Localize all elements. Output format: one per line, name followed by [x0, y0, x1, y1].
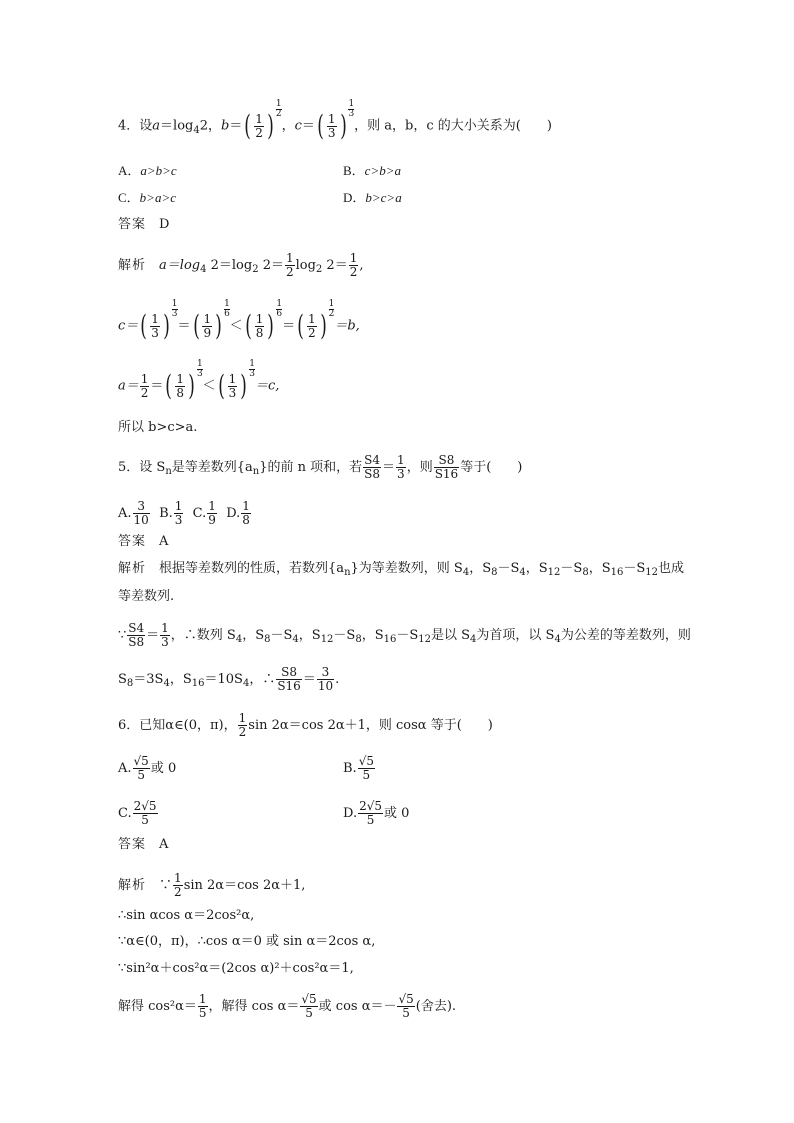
fraction — [198, 993, 208, 1020]
text: ∵ — [159, 878, 173, 893]
den: 3 — [348, 108, 355, 119]
text: ，S — [525, 561, 548, 576]
subscript: 12 — [645, 567, 658, 578]
num: 1 — [203, 311, 212, 326]
option-label: D． — [343, 190, 366, 205]
text: sin 2α＝cos 2α＋1, — [183, 878, 306, 893]
exponent — [197, 360, 203, 379]
option-text: b>a>c — [139, 190, 176, 205]
den: 3 — [174, 513, 183, 527]
num: 1 — [308, 311, 316, 326]
fraction — [358, 755, 375, 782]
num: 1 — [161, 621, 169, 635]
left-paren: ( — [245, 309, 252, 342]
num: 1 — [255, 311, 264, 326]
num: 1 — [275, 98, 282, 109]
option-label: A. — [118, 506, 132, 521]
num: 1 — [328, 298, 335, 309]
right-paren: ) — [267, 309, 275, 342]
answer-label: 答案 — [118, 217, 147, 232]
subscript: 8 — [582, 567, 589, 578]
right-paren: ) — [319, 309, 327, 342]
fraction — [317, 666, 334, 693]
power — [191, 298, 230, 342]
den: 3 — [161, 635, 169, 649]
num: 1 — [171, 298, 178, 309]
fraction: $\frac{1}{8}$ — [176, 371, 184, 400]
den: 3 — [171, 308, 178, 319]
right-paren: ) — [267, 109, 274, 142]
q4-answer — [118, 216, 169, 234]
exponent — [276, 100, 282, 119]
expr: ＜ — [229, 318, 243, 334]
fraction — [207, 500, 217, 527]
num: 3 — [133, 500, 150, 514]
option-text: c>b>a — [364, 163, 401, 178]
den: 5 — [141, 813, 149, 827]
third-power — [315, 98, 355, 142]
subscript: 4 — [462, 567, 470, 578]
text: －S — [497, 561, 520, 576]
fraction — [307, 313, 317, 340]
subscript: n — [344, 567, 351, 578]
q5-stem: 5．设 $S_n$是等差数列$\{a_n\}$的前 n 项和，若 $\frac{S4}{S8}$ ＝ $\frac{1}{3}$ ，则 $\frac{S8}{S16}$ 等于( ) — [118, 453, 523, 481]
text: ，∴数列 S — [170, 628, 236, 643]
right-paren: ) — [163, 309, 170, 342]
expr: , — [359, 258, 364, 273]
subscript: n — [252, 466, 260, 477]
left-paren: ( — [192, 309, 200, 342]
exponent: $\frac{1}{6}$ — [224, 298, 230, 319]
num: 1 — [228, 371, 237, 386]
text: ∵α∈(0，π)，∴cos α＝0 或 sin α＝2cos α, — [118, 934, 376, 949]
answer-label: 答案 — [118, 534, 147, 549]
num: 1 — [276, 298, 283, 309]
fraction — [276, 666, 302, 693]
option-label: B. — [159, 506, 173, 521]
num: 1 — [151, 311, 159, 326]
expr: 2＝ — [322, 258, 348, 273]
den: 2 — [308, 325, 316, 340]
den: 5 — [402, 1006, 410, 1020]
expr: ＜ — [202, 378, 216, 394]
text: ∵ — [118, 628, 127, 643]
option-label: B. — [343, 761, 357, 776]
expr: ＝ — [282, 318, 296, 334]
text: 所以 b>c>a. — [118, 420, 198, 435]
text: ，S — [298, 628, 321, 643]
text: ，则 — [406, 460, 433, 475]
den: 2 — [285, 265, 294, 279]
exponent — [329, 300, 335, 319]
subscript: 4 — [519, 567, 526, 578]
q5-analysis-line1 — [118, 560, 684, 579]
den: 2 — [174, 885, 182, 899]
text: －S — [333, 628, 356, 643]
expr: a＝ — [118, 378, 139, 394]
exponent — [172, 300, 178, 319]
fraction: $\frac{1}{8}$ — [255, 311, 264, 340]
option-label: D. — [226, 506, 241, 521]
expr: ＝ — [177, 318, 191, 334]
q4-option-c[interactable] — [118, 189, 176, 207]
expr: 2＝log — [206, 258, 253, 273]
option-label: A． — [118, 163, 141, 178]
option-label: A. — [118, 761, 132, 776]
half-power — [242, 98, 282, 142]
q5-analysis-line3: ∵ $\frac{S4}{S8}$ ＝ $\frac{1}{3}$ ，∴数列 $S_4$，$S_8-S_4$，$S_{12}-S_8$，$S_{16}-S_{12}$是以 $S_4$为首项，以 $S_4$为公差的等差数列，则 — [118, 621, 691, 649]
answer-value: A — [159, 837, 169, 852]
option-label: B． — [343, 163, 365, 178]
analysis-label: 解析 — [118, 561, 147, 576]
q5-options — [118, 500, 252, 527]
den: 2 — [328, 308, 335, 319]
right-paren: ) — [215, 309, 222, 342]
q4-number: 4．设 — [118, 118, 153, 134]
num: 1 — [348, 98, 355, 109]
answer-label: 答案 — [118, 837, 147, 852]
text: 是以 S — [430, 628, 471, 643]
fraction — [349, 252, 359, 279]
den: 3 — [249, 368, 255, 379]
option-label: C． — [118, 190, 140, 205]
fraction — [133, 755, 150, 782]
q5-answer — [118, 533, 168, 551]
fraction — [241, 500, 251, 527]
power — [163, 358, 203, 402]
den: 2 — [255, 125, 263, 140]
num: √5 — [398, 992, 414, 1006]
q6-option-c[interactable] — [118, 800, 159, 827]
text: 解得 cos²α＝ — [118, 999, 197, 1014]
text: }的前 n 项和，若 — [259, 460, 363, 475]
q6-analysis-line3 — [118, 933, 375, 951]
expr: ＝c, — [254, 378, 280, 394]
num: S8 — [276, 666, 302, 680]
analysis-label: 解析 — [118, 878, 147, 893]
expr: ＝ — [150, 378, 164, 394]
right-paren: ) — [240, 369, 248, 402]
q6-number: 6．已知α∈(0，π)， — [118, 718, 237, 733]
den: 8 — [242, 513, 250, 527]
subscript: 4 — [235, 634, 243, 645]
text: ，S — [469, 561, 492, 576]
num: 2√5 — [133, 799, 157, 813]
text: 等差数列. — [118, 589, 175, 604]
q6-option-d[interactable] — [343, 800, 409, 827]
q4-option-b[interactable] — [343, 162, 401, 180]
num: S4 — [128, 621, 145, 635]
text: －S — [560, 561, 583, 576]
text: 为公差的等差数列，则 — [560, 628, 691, 643]
num: 2√5 — [359, 799, 383, 813]
fraction — [238, 712, 248, 739]
fraction — [127, 622, 145, 649]
den: 3 — [327, 125, 336, 140]
text: ，S — [169, 672, 192, 687]
subscript: 4 — [292, 634, 299, 645]
den: 10 — [133, 513, 149, 527]
subscript: 8 — [264, 634, 271, 645]
text: 是等差数列{a — [171, 460, 253, 475]
den: 5 — [366, 813, 375, 827]
num: 1 — [285, 251, 294, 265]
option-tail: 或 0 — [150, 761, 177, 776]
text: ，S — [588, 561, 611, 576]
text: －S — [396, 628, 419, 643]
fraction — [228, 373, 238, 400]
q4-analysis-line1 — [118, 252, 363, 279]
text: ，解得 cos α＝ — [208, 999, 300, 1014]
text: ∵sin²α＋cos²α＝(2cos α)²＋cos²α＝1, — [118, 961, 354, 976]
text: . — [335, 672, 340, 687]
fraction — [174, 500, 184, 527]
q6-stem — [118, 712, 493, 739]
text: 2， — [199, 118, 222, 134]
den: 3 — [151, 325, 159, 340]
option-label: C. — [192, 506, 207, 521]
fraction — [160, 622, 170, 649]
q6-option-b[interactable] — [343, 755, 376, 782]
answer-value: D — [159, 217, 170, 232]
fraction — [434, 454, 460, 481]
option-label: D. — [343, 806, 358, 821]
q6-analysis-line2 — [118, 907, 254, 925]
num: 1 — [174, 871, 182, 885]
subscript: 4 — [163, 678, 170, 689]
text: 或 cos α＝－ — [318, 999, 397, 1014]
q5-option-c[interactable] — [192, 499, 218, 527]
subscript: 12 — [418, 634, 431, 645]
expr: ＝b, — [334, 318, 360, 334]
subscript: 4 — [193, 124, 200, 136]
left-paren: ( — [244, 109, 252, 142]
text: ，∴ — [249, 672, 276, 687]
num: 1 — [224, 298, 230, 309]
q4-conclusion — [118, 419, 197, 437]
num: 1 — [174, 499, 183, 513]
text: ＝10S — [204, 672, 243, 687]
num: √5 — [358, 754, 374, 768]
fraction — [285, 252, 295, 279]
num: √5 — [133, 754, 149, 768]
den: 5 — [198, 1006, 207, 1020]
q4-option-d[interactable] — [343, 189, 402, 207]
right-paren: ) — [339, 109, 347, 142]
expr: 2＝ — [258, 258, 284, 273]
q6-analysis-line5 — [118, 993, 456, 1020]
q5-option-a[interactable] — [118, 499, 151, 527]
text: 也成 — [657, 561, 684, 576]
subscript: 4 — [200, 264, 207, 275]
den: 3 — [228, 385, 237, 400]
den: 5 — [137, 768, 145, 782]
text: sin 2α＝cos 2α＋1，则 cosα 等于( ) — [248, 718, 493, 733]
q5-analysis-line2 — [118, 588, 174, 606]
den: 10 — [317, 679, 334, 693]
subscript: 8 — [491, 567, 498, 578]
text: －S — [270, 628, 293, 643]
text: ＝ — [229, 118, 243, 134]
text: －S — [623, 561, 646, 576]
q6-option-a[interactable] — [118, 755, 176, 782]
num: S8 — [434, 454, 460, 468]
q4-analysis-line2 — [118, 298, 360, 342]
right-paren: ) — [188, 369, 195, 402]
fraction — [140, 373, 150, 400]
subscript: 16 — [610, 567, 624, 578]
left-paren: ( — [317, 109, 324, 142]
text: ，则 a，b，c 的大小关系为( ) — [354, 118, 552, 134]
subscript: 4 — [242, 678, 250, 689]
subscript: 4 — [470, 634, 477, 645]
fraction — [300, 993, 317, 1020]
left-paren: ( — [217, 369, 225, 402]
analysis-label: 解析 — [118, 258, 147, 273]
subscript: n — [165, 466, 172, 477]
text: ＝3S — [133, 672, 164, 687]
option-label: C. — [118, 806, 132, 821]
q5-analysis-line4: $S_8=3S_4$，$S_{16}=10S_4$，∴ $\frac{S8}{S16}$ ＝ $\frac{3}{10}$ . — [118, 665, 340, 693]
subscript: 12 — [547, 567, 561, 578]
subscript: 8 — [126, 678, 134, 689]
power — [295, 298, 335, 342]
num: 1 — [242, 499, 250, 513]
q6-analysis-line4 — [118, 960, 354, 978]
exponent — [348, 100, 354, 119]
power — [216, 358, 255, 402]
den: 2 — [349, 265, 358, 279]
num: 1 — [140, 371, 149, 386]
num: 1 — [176, 371, 184, 386]
subscript: 4 — [554, 634, 561, 645]
num: 3 — [317, 666, 334, 680]
var-a: a — [152, 118, 161, 134]
left-paren: ( — [165, 369, 173, 402]
text: (舍去). — [415, 999, 457, 1014]
q5-number: 5．设 S — [118, 460, 166, 475]
den: 5 — [362, 768, 371, 782]
subscript: 2 — [315, 264, 323, 275]
q4-analysis-line3 — [118, 358, 280, 402]
text: 根据等差数列的性质，若数列{a — [159, 561, 345, 576]
fraction — [173, 872, 183, 899]
q6-analysis-line1 — [118, 872, 305, 899]
den: 2 — [275, 108, 282, 119]
text: ，S — [361, 628, 384, 643]
text: ，S — [242, 628, 265, 643]
den: 5 — [305, 1006, 313, 1020]
left-paren: ( — [297, 309, 304, 342]
text: ∴sin αcos α＝2cos²α, — [118, 908, 255, 923]
option-text: b>c>a — [365, 190, 402, 205]
q4-stem: 4．设$a=\log_42$，b＝( $\frac{1}{2}$ ) $\frac{1}{2}$ ，c＝( $\frac{1}{3}$ ) $\frac{1}{3}$ ，则 a，b，c 的大小关系为( ) — [118, 98, 552, 142]
option-tail: 或 0 — [384, 806, 410, 821]
var-c: c — [294, 118, 302, 134]
subscript: 8 — [355, 634, 362, 645]
fraction: $\frac{1}{9}$ — [203, 311, 212, 340]
fraction — [358, 800, 383, 827]
text: }为等差数列，则 S — [350, 561, 463, 576]
subscript: 16 — [191, 678, 205, 689]
den: 9 — [208, 513, 216, 527]
q4-option-a[interactable] — [118, 162, 177, 180]
num: 1 — [349, 251, 358, 265]
text: ＝log — [160, 118, 194, 134]
fraction — [327, 113, 337, 140]
den: S8 — [128, 635, 145, 649]
exponent: $\frac{1}{6}$ — [276, 298, 283, 319]
fraction — [254, 113, 264, 140]
fraction — [396, 454, 406, 481]
fraction — [133, 800, 158, 827]
den: S8 — [364, 467, 381, 481]
q6-answer — [118, 836, 168, 854]
num: 1 — [327, 111, 336, 126]
num: 1 — [397, 453, 405, 467]
fraction — [133, 500, 150, 527]
subscript: 16 — [383, 634, 397, 645]
num: 1 — [198, 992, 207, 1006]
num: 1 — [238, 711, 247, 725]
fraction — [150, 313, 160, 340]
expr: log — [295, 258, 316, 273]
text: 为首项，以 S — [476, 628, 555, 643]
den: 2 — [140, 385, 149, 400]
text: S — [118, 672, 127, 687]
den: 2 — [238, 725, 247, 739]
expr: a＝log — [159, 258, 201, 273]
num: 1 — [255, 111, 263, 126]
num: 1 — [249, 358, 255, 369]
var-b: b — [221, 118, 230, 134]
q5-option-b[interactable] — [159, 499, 184, 527]
q5-option-d[interactable] — [226, 499, 252, 527]
text: 等于( ) — [460, 460, 523, 475]
den: S16 — [434, 467, 459, 481]
subscript: 2 — [252, 264, 259, 275]
exponent — [249, 360, 255, 379]
num: 1 — [208, 499, 216, 513]
num: 1 — [196, 358, 203, 369]
den: S16 — [277, 679, 301, 693]
den: 3 — [397, 467, 405, 481]
den: 3 — [196, 368, 203, 379]
option-text: a>b>c — [140, 163, 177, 178]
expr: c＝ — [118, 318, 139, 334]
text: ＝ — [301, 118, 315, 134]
answer-value: A — [159, 534, 169, 549]
power — [243, 298, 283, 342]
power — [138, 298, 178, 342]
fraction — [363, 454, 381, 481]
subscript: 12 — [320, 634, 334, 645]
fraction — [397, 993, 414, 1020]
left-paren: ( — [140, 309, 148, 342]
num: √5 — [301, 992, 317, 1006]
num: S4 — [364, 453, 381, 467]
